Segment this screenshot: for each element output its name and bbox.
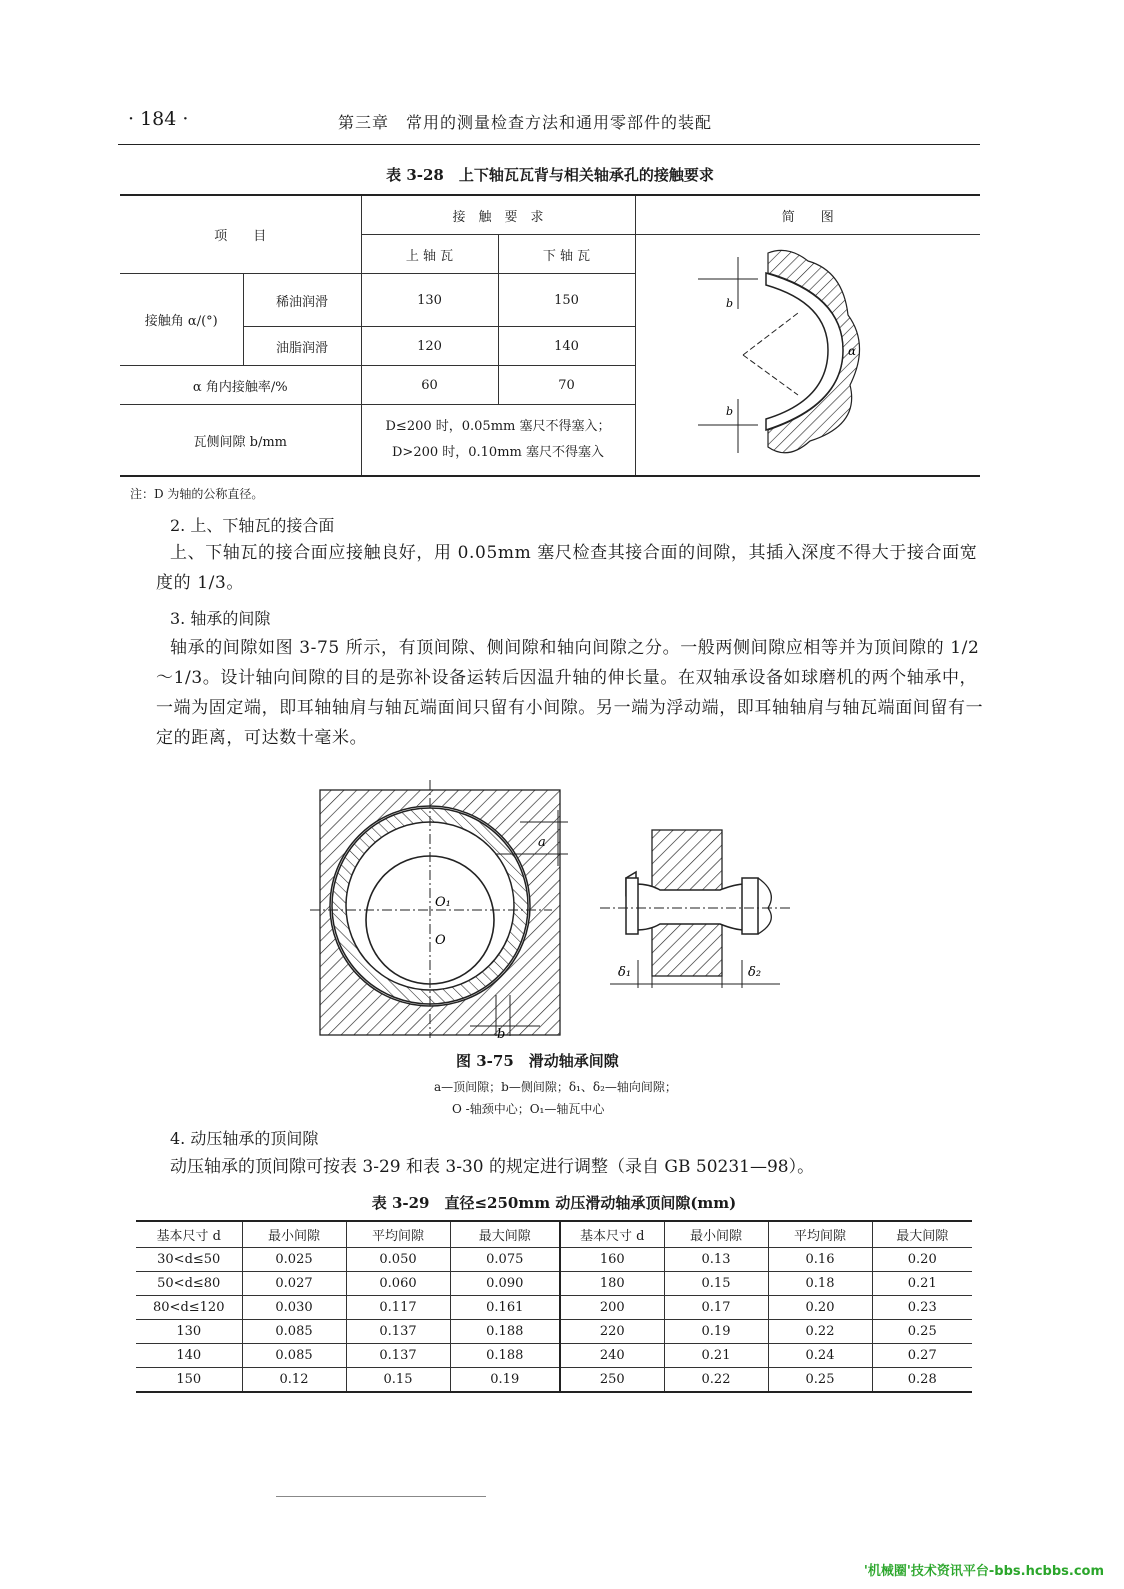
- table-cell: 0.25: [768, 1368, 872, 1393]
- table-cell: 250: [560, 1368, 664, 1393]
- table-cell: 140: [136, 1344, 242, 1368]
- table-cell: 0.075: [450, 1248, 560, 1272]
- table-cell: 0.27: [872, 1344, 972, 1368]
- table-cell: 0.13: [664, 1248, 768, 1272]
- row-angle-label: 接触角 α/(°): [120, 274, 243, 366]
- header-lower: 下 轴 瓦: [498, 235, 635, 274]
- table-row: [136, 1344, 972, 1368]
- collar-left: [626, 878, 638, 934]
- table-cell: 0.19: [664, 1320, 768, 1344]
- label-b2: b: [725, 405, 733, 418]
- center-line-1: [743, 313, 798, 355]
- table-cell: 240: [560, 1344, 664, 1368]
- table-row: [136, 1248, 972, 1272]
- table-329-header-cell: 基本尺寸 d: [560, 1221, 664, 1248]
- table-cell: 0.030: [242, 1296, 346, 1320]
- label-o1: O₁: [435, 895, 451, 910]
- header-upper: 上 轴 瓦: [361, 235, 498, 274]
- row-thin-oil: 稀油润滑: [243, 274, 361, 327]
- thin-upper: 130: [361, 274, 498, 327]
- page-number: · 184 ·: [128, 108, 189, 130]
- table-cell: 0.117: [346, 1296, 450, 1320]
- table-cell: 180: [560, 1272, 664, 1296]
- table-cell: 0.188: [450, 1344, 560, 1368]
- table-cell: 0.161: [450, 1296, 560, 1320]
- header-item: 项 目: [120, 195, 361, 274]
- label-d1: δ₁: [618, 965, 632, 980]
- figure-legend-1: a—顶间隙；b—侧间隙；δ₁、δ₂—轴向间隙；: [434, 1080, 677, 1094]
- gap-line-1: D≤200 时，0.05mm 塞尺不得塞入；: [385, 419, 611, 434]
- table-cell: 0.137: [346, 1320, 450, 1344]
- table-cell: 0.090: [450, 1272, 560, 1296]
- section-4-heading: 4. 动压轴承的顶间隙: [170, 1129, 319, 1148]
- table-328: [120, 194, 980, 477]
- table-329: [136, 1220, 972, 1393]
- rate-upper: 60: [361, 366, 498, 405]
- table-cell: 0.16: [768, 1248, 872, 1272]
- table-cell: 30<d≤50: [136, 1248, 242, 1272]
- bottom-rule: [276, 1496, 486, 1497]
- table-329-header-cell: 最大间隙: [450, 1221, 560, 1248]
- row-rate-label: α 角内接触率/%: [120, 366, 361, 405]
- table-cell: 0.22: [768, 1320, 872, 1344]
- row-grease: 油脂润滑: [243, 327, 361, 366]
- table-329-caption: 表 3-29 直径≤250mm 动压滑动轴承顶间隙(mm): [371, 1194, 737, 1212]
- table-cell: 150: [136, 1368, 242, 1393]
- table-cell: 0.20: [872, 1248, 972, 1272]
- label-d2: δ₂: [748, 965, 762, 980]
- table-cell: 0.025: [242, 1248, 346, 1272]
- header-rule: [118, 144, 980, 145]
- figure-caption: 图 3-75 滑动轴承间隙: [456, 1052, 619, 1070]
- section-2-body: 上、下轴瓦的接合面应接触良好，用 0.05mm 塞尺检查其接合面的间隙，其插入深度不得大于接合面宽度的 1/3。: [156, 543, 978, 593]
- table-329-header-cell: 基本尺寸 d: [136, 1221, 242, 1248]
- table-row: [136, 1296, 972, 1320]
- table-cell: 50<d≤80: [136, 1272, 242, 1296]
- section-3-heading: 3. 轴承的间隙: [170, 609, 271, 628]
- table-cell: 0.24: [768, 1344, 872, 1368]
- table-329-header-cell: 最大间隙: [872, 1221, 972, 1248]
- label-b: b: [497, 1027, 506, 1040]
- section-2-heading: 2. 上、下轴瓦的接合面: [170, 516, 335, 535]
- side-housing-bottom: [652, 920, 722, 976]
- table-cell: 0.12: [242, 1368, 346, 1393]
- table-cell: 160: [560, 1248, 664, 1272]
- label-b1: b: [725, 297, 733, 310]
- table-cell: 0.188: [450, 1320, 560, 1344]
- grease-upper: 120: [361, 327, 498, 366]
- table-cell: 0.15: [346, 1368, 450, 1393]
- table-cell: 0.21: [664, 1344, 768, 1368]
- thin-lower: 150: [498, 274, 635, 327]
- table-row: [136, 1272, 972, 1296]
- table-cell: 0.085: [242, 1320, 346, 1344]
- table-cell: 200: [560, 1296, 664, 1320]
- table-329-header-cell: 平均间隙: [768, 1221, 872, 1248]
- figure-legend-2: O -轴颈中心；O₁—轴瓦中心: [452, 1102, 605, 1116]
- table-cell: 0.23: [872, 1296, 972, 1320]
- table-cell: 0.050: [346, 1248, 450, 1272]
- row-gap-label: 瓦侧间隙 b/mm: [120, 405, 361, 477]
- label-a: a: [538, 835, 546, 850]
- table-cell: 130: [136, 1320, 242, 1344]
- table-cell: 0.060: [346, 1272, 450, 1296]
- table-row: [136, 1320, 972, 1344]
- table-cell: 0.25: [872, 1320, 972, 1344]
- table-cell: 0.21: [872, 1272, 972, 1296]
- bearing-sketch: [638, 235, 978, 471]
- sketch-cell: [635, 235, 980, 477]
- table-cell: 220: [560, 1320, 664, 1344]
- label-o: O: [435, 933, 446, 948]
- table-cell: 0.22: [664, 1368, 768, 1393]
- table-cell: 0.027: [242, 1272, 346, 1296]
- table-cell: 0.19: [450, 1368, 560, 1393]
- table-cell: 0.137: [346, 1344, 450, 1368]
- section-4-body: 动压轴承的顶间隙可按表 3-29 和表 3-30 的规定进行调整（录自 GB 50231—98）。: [170, 1157, 815, 1177]
- table-cell: 0.17: [664, 1296, 768, 1320]
- table-note: 注：D 为轴的公称直径。: [130, 487, 264, 501]
- table-329-header-cell: 最小间隙: [664, 1221, 768, 1248]
- break-line: [758, 878, 771, 934]
- table-328-caption: 表 3-28 上下轴瓦瓦背与相关轴承孔的接触要求: [386, 166, 714, 184]
- table-329-header-cell: 平均间隙: [346, 1221, 450, 1248]
- table-329-header-row: [136, 1221, 972, 1248]
- header-contact: 接 触 要 求: [361, 195, 635, 235]
- table-329-header-cell: 最小间隙: [242, 1221, 346, 1248]
- gap-requirement: [361, 405, 635, 477]
- table-row: [136, 1368, 972, 1393]
- header-sketch: 简 图: [635, 195, 980, 235]
- gap-line-2: D>200 时，0.10mm 塞尺不得塞入: [392, 445, 604, 460]
- grease-lower: 140: [498, 327, 635, 366]
- table-cell: 0.15: [664, 1272, 768, 1296]
- rate-lower: 70: [498, 366, 635, 405]
- watermark: '机械圈'技术资讯平台-bbs.hcbbs.com: [863, 1564, 1104, 1579]
- table-cell: 80<d≤120: [136, 1296, 242, 1320]
- center-line-2: [743, 355, 798, 395]
- table-cell: 0.18: [768, 1272, 872, 1296]
- table-cell: 0.20: [768, 1296, 872, 1320]
- label-alpha: α: [847, 344, 856, 358]
- section-3-body: 轴承的间隙如图 3-75 所示，有顶间隙、侧间隙和轴向间隙之分。一般两侧间隙应相等并为顶间隙的 1/2～1/3。设计轴向间隙的目的是弥补设备运转后因温升轴的伸长量。在双轴承设备如球磨机的两个轴承中，一端为固定端，即耳轴轴肩与轴瓦端面间只留有小间隙。另一端为浮动端，即耳轴轴肩与轴瓦端面间留有一定的距离，可达数十毫米。: [156, 638, 984, 748]
- figure-3-75: [290, 780, 810, 1040]
- table-cell: 0.085: [242, 1344, 346, 1368]
- chapter-title: 第三章 常用的测量检查方法和通用零部件的装配: [338, 113, 713, 132]
- table-cell: 0.28: [872, 1368, 972, 1393]
- collar-right: [742, 878, 758, 934]
